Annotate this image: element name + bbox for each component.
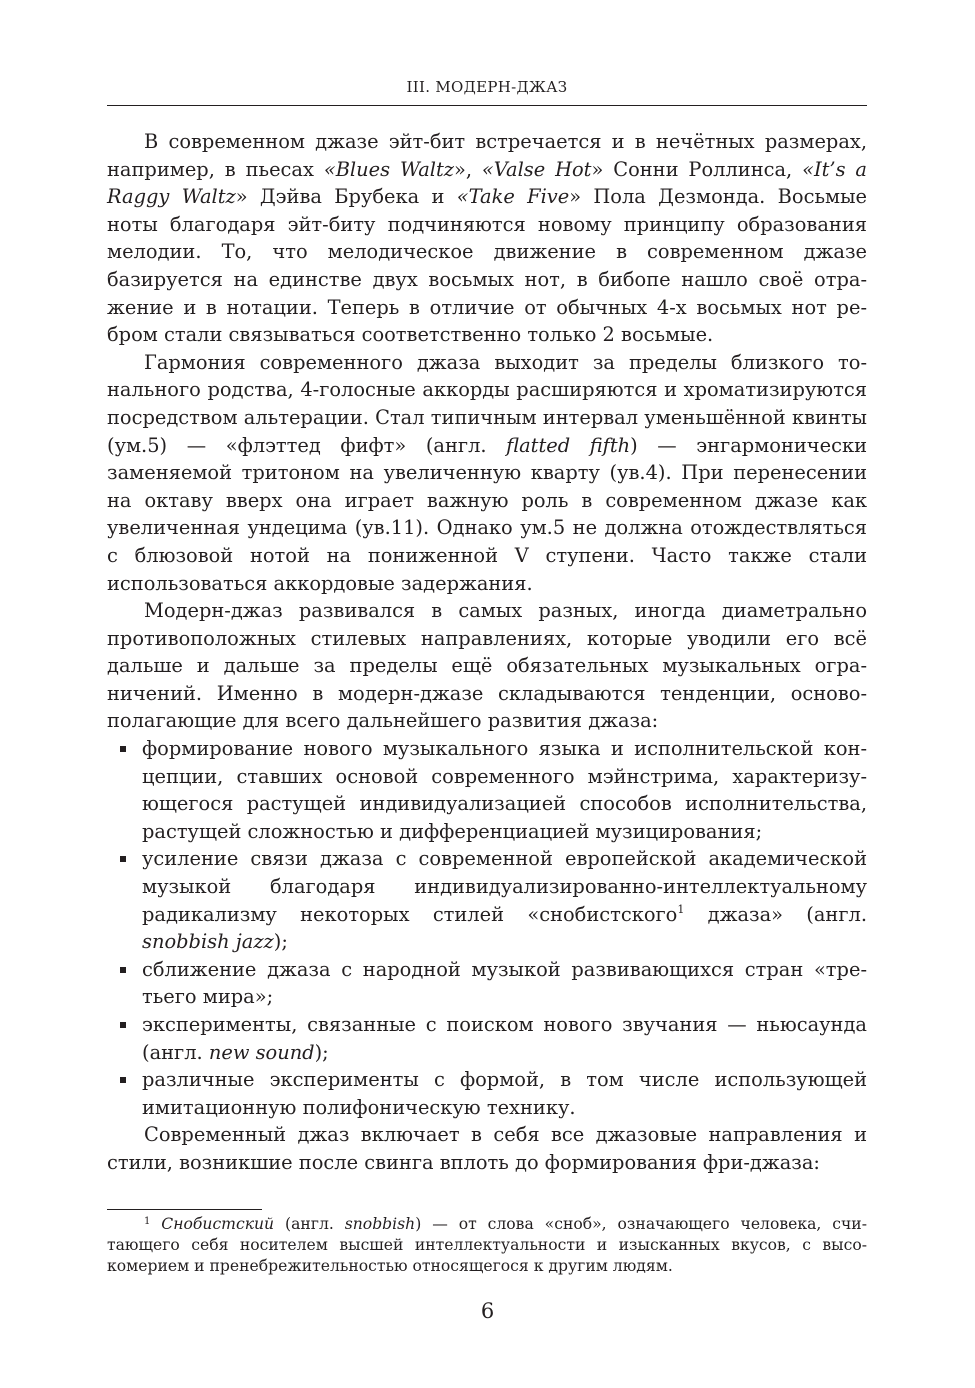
footnote-term: Снобистский xyxy=(161,1215,275,1233)
paragraph: Гармония современного джаза выходит за пределы близкого тонального родства, 4-голосные аккорды расширяются и хроматизируются посредством альтерации. Стал типичным интервал уменьшённой квинты (ум.5) — «флэттед фифт» (англ. flatted fifth) — энгармонически заменяемой тритоном на увеличенную кварту (ув.4). При перенесении на октаву вверх она играет важную роль в современном джазе как увеличенная ундецима (ув.11). Однако ум.5 не должна отождествляться с блюзовой нотой на пониженной V ступени. Часто также стали использоваться аккордовые задержания. xyxy=(107,350,867,595)
list-item xyxy=(107,735,867,845)
list-item xyxy=(107,1066,867,1121)
main-text xyxy=(107,128,867,1177)
list-item xyxy=(107,1011,867,1066)
list-item-text: усиление связи джаза с современной европейской академической музыкой благодаря индивидуализированно-интеллектуальному радикализму некоторых стилей «снобистского$^1$ джаза» (англ. snobbish jazz); xyxy=(142,847,868,954)
square-bullet-icon xyxy=(120,967,126,973)
page-number: 6 xyxy=(480,1299,495,1323)
paragraph: Современный джаз включает в себя все джазовые направления и стили, возникшие после свинга вплоть до формирования фри-джаза: xyxy=(107,1123,867,1174)
paragraph: Модерн-джаз развивался в самых разных, иногда диаметрально противоположных стилевых направлениях, которые уводили его всё дальше и дальше за пределы ещё обязательных музыкальных ограничений. Именно в модерн-джазе складываются тенденции, основополагающие для всего дальнейшего развития джаза: xyxy=(107,599,867,733)
list-item-text: формирование нового музыкального языка и исполнительской концепции, ставших основой современного мэйнстрима, характеризующегося растущей индивидуализацией способов исполнительства, растущей сложностью и дифференциацией музицирования; xyxy=(142,737,867,843)
header-rule xyxy=(107,105,867,106)
footnote-marker: 1 xyxy=(144,1216,151,1227)
list-item-text: сближение джаза с народной музыкой развивающихся стран «третьего мира»; xyxy=(142,957,867,1009)
list-item xyxy=(107,956,867,1011)
square-bullet-icon xyxy=(120,746,126,752)
running-header: III. МОДЕРН-ДЖАЗ xyxy=(406,78,568,96)
footnote: $^1$ Снобистский (англ. snobbish) — от слова «сноб», означающего человека, считающего себя носителем высшей интеллектуальности и изысканных вкусов, с высокомерием и пренебрежительностью относящегося к другим людям. xyxy=(107,1215,867,1275)
list-item xyxy=(107,845,867,955)
footnote-english: snobbish xyxy=(344,1215,416,1233)
square-bullet-icon xyxy=(120,1022,126,1028)
paragraph: В современном джазе эйт-бит встречается и в нечётных размерах, например, в пьесах «Blues Waltz», «Valse Hot» Сонни Роллинса, «It’s a Raggy Waltz» Дэйва Брубека и «Take Five» Пола Дезмонда. Восьмые ноты благодаря эйт-биту подчиняются новому принципу образования мелодии. То, что мелодическое движение в современном джазе базируется на единстве двух восьмых нот, в бибопе нашло своё отражение и в нотации. Теперь в отличие от обычных 4-х восьмых нот ребром стали связываться соответственно только 2 восьмые. xyxy=(107,130,867,347)
square-bullet-icon xyxy=(120,856,126,862)
square-bullet-icon xyxy=(120,1077,126,1083)
trend-list xyxy=(107,735,867,1121)
list-item-text: различные эксперименты с формой, в том числе использующей имитационную полифоническую технику. xyxy=(142,1068,867,1119)
footnote-rule xyxy=(107,1209,262,1210)
list-item-text: эксперименты, связанные с поиском нового звучания — ньюсаунда (англ. new sound); xyxy=(142,1013,867,1064)
